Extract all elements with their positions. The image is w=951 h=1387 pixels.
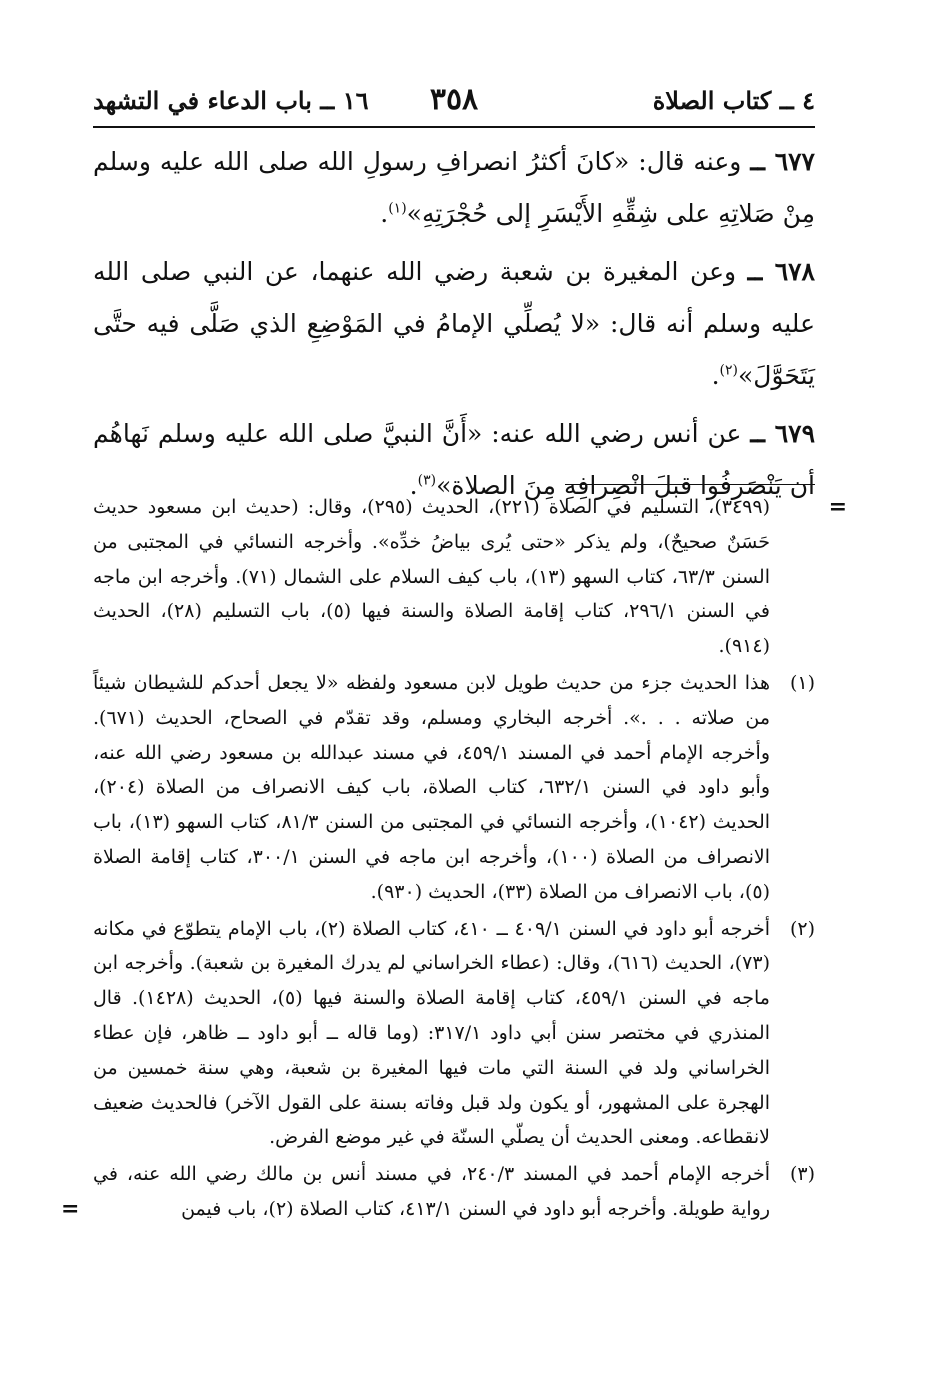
footnote-marker: (٢) xyxy=(789,917,815,940)
footnote-text: أخرجه أبو داود في السنن ٤٠٩/١ ــ ٤١٠، كتاب الصلاة (٢)، باب الإمام يتطوّع في مكانه (٧٣)، الحديث (٦١٦)، وقال: (عطاء الخراساني لم يدرك المغيرة بن شعبة). وأخرجه ابن ماجه في السنن ٤٥٩/١، كتاب إقامة الصلاة والسنة فيها (٥)، الحديث (١٤٢٨). قال المنذري في مختصر سنن أبي داود ٣١٧/١: (وما قاله ــ أبو داود ــ ظاهر، فإن عطاء الخراساني ولد في السنة التي مات فيها المغيرة بن شعبة، وهي سنة خمسين من الهجرة على المشهور، أو يكون ولد قبل وفاته بسنة على القول الآخر) فالحديث ضعيف لانقطاعه. ومعنى الحديث أن يصلّي السنّة في غير موضع الفرض. xyxy=(93,917,770,1149)
footnote-text: هذا الحديث جزء من حديث طويل لابن مسعود ولفظه «لا يجعل أحدكم للشيطان شيئاً من صلاته . . .». أخرجه البخاري ومسلم، وقد تقدّم في الصحاح، الحديث (٦٧١). وأخرجه الإمام أحمد في المسند ٤٥٩/١، في مسند عبدالله بن مسعود رضي الله عنه، وأبو داود في السنن ٦٣٢/١، كتاب الصلاة، باب كيف الانصراف من الصلاة (٢٠٤)، الحديث (١٠٤٢)، وأخرجه النسائي في المجتبى من السنن ٨١/٣، كتاب السهو (١٣)، باب الانصراف من الصلاة (١٠٠)، وأخرجه ابن ماجه في السنن ٣٠٠/١، كتاب إقامة الصلاة (٥)، باب الانصراف من الصلاة (٣٣)، الحديث (٩٣٠). xyxy=(93,671,771,903)
hadith-text: وعنه قال: «كانَ أكثرُ انصرافِ رسولِ الله صلى الله عليه وسلم مِنْ صَلاتِهِ على شِقِّهِ الأَيْسَرِ إلى حُجْرَتِهِ» xyxy=(93,147,815,228)
hadith-text: عن أنس رضي الله عنه: «أَنَّ النبيَّ صلى الله عليه وسلم نَهاهُم أن يَنْصَرِفُوا قبلَ انْصِرافِهِ مِنَ الصلاة» xyxy=(93,419,815,500)
footnote-text: أخرجه الإمام أحمد في المسند ٢٤٠/٣، في مسند أنس بن مالك رضي الله عنه، في رواية طويلة. وأخرجه أبو داود في السنن ٤١٣/١، كتاب الصلاة (٢)، باب فيمن xyxy=(93,1163,770,1220)
footnote-text: (٣٤٩٩)، التسليم في الصلاة (٢٢١)، الحديث (٢٩٥)، وقال: (حديث ابن مسعود حديث حَسَنٌ صحيحٌ)، ولم يذكر «حتى يُرى بياضُ خدِّه». وأخرجه النسائي في المجتبى من السنن ٦٣/٣، كتاب السهو (١٣)، باب كيف السلام على الشمال (٧١). وأخرجه ابن ماجه في السنن ٢٩٦/١، كتاب إقامة الصلاة والسنة فيها (٥)، باب التسليم (٢٨)، الحديث (٩١٤). xyxy=(93,496,770,658)
continuation-mark: = xyxy=(61,1195,80,1222)
footnote-ref: (١) xyxy=(388,200,407,217)
footnotes xyxy=(61,490,847,1229)
hadith-678 xyxy=(93,246,815,402)
hadith-end: . xyxy=(711,361,720,390)
header-rule xyxy=(93,126,815,128)
footnote-marker: (١) xyxy=(789,671,815,694)
hadith-number: ٦٧٨ ــ xyxy=(747,257,815,286)
hadith-677 xyxy=(93,136,815,240)
footnote-3 xyxy=(61,1157,815,1227)
footnote-ref: (٣) xyxy=(417,472,437,489)
book-title: ٤ ــ كتاب الصلاة xyxy=(652,86,815,115)
hadith-number: ٦٧٧ ــ xyxy=(750,147,815,176)
main-text xyxy=(93,136,815,518)
footnote-ref: (٢) xyxy=(719,362,738,379)
footnote-2 xyxy=(93,912,815,1156)
hadith-end: . xyxy=(409,471,418,500)
chapter-title: ١٦ ــ باب الدعاء في التشهد xyxy=(93,86,369,115)
page-number: ٣٥٨ xyxy=(429,82,479,117)
hadith-end: . xyxy=(380,199,389,228)
running-header xyxy=(93,82,815,122)
continuation-mark: = xyxy=(828,494,847,520)
footnote-continued xyxy=(93,490,847,664)
footnote-marker: (٣) xyxy=(789,1163,815,1186)
footnote-separator xyxy=(565,484,815,485)
footnote-1 xyxy=(93,666,815,910)
hadith-number: ٦٧٩ ــ xyxy=(750,419,816,448)
hadith-text: وعن المغيرة بن شعبة رضي الله عنهما، عن النبي صلى الله عليه وسلم أنه قال: «لا يُصلِّي الإمامُ في المَوْضِعِ الذي صَلَّى فيه حتَّى يَتَحَوَّلَ» xyxy=(93,257,815,390)
